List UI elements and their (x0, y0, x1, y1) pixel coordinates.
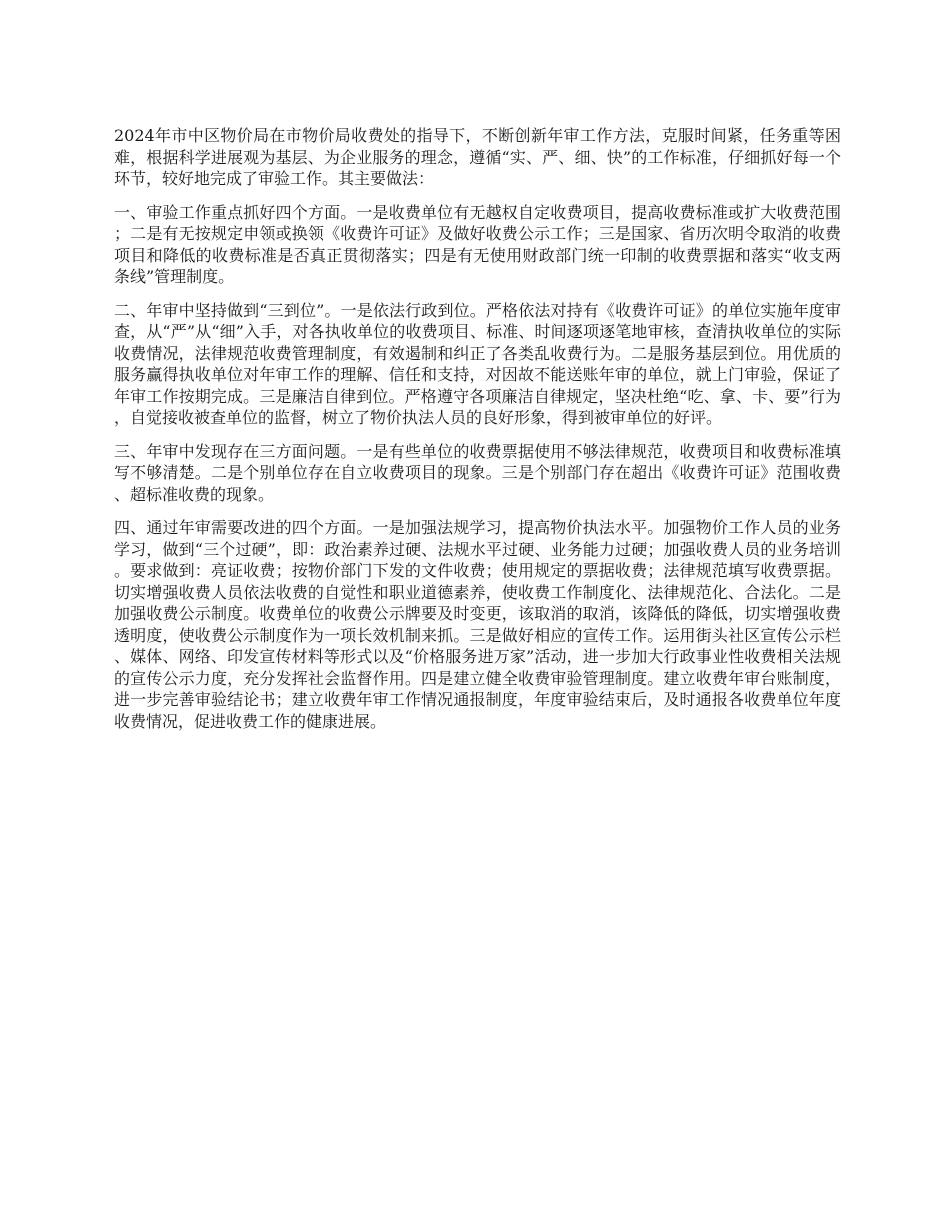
section-four-paragraph: 四、通过年审需要改进的四个方面。一是加强法规学习，提高物价执法水平。加强物价工作人员的业务学习，做到“三个过硬”，即：政治素养过硬、法规水平过硬、业务能力过硬；加强收费人员的业务培训。要求做到：亮证收费；按物价部门下发的文件收费；使用规定的票据收费；法律规范填写收费票据。切实增强收费人员依法收费的自觉性和职业道德素养，使收费工作制度化、法律规范化、合法化。二是加强收费公示制度。收费单位的收费公示牌要及时变更，该取消的取消，该降低的降低，切实增强收费透明度，使收费公示制度作为一项长效机制来抓。三是做好相应的宣传工作。运用街头社区宣传公示栏、媒体、网络、印发宣传材料等形式以及“价格服务进万家”活动，进一步加大行政事业性收费相关法规的宣传公示力度，充分发挥社会监督作用。四是建立健全收费审验管理制度。建立收费年审台账制度，进一步完善审验结论书；建立收费年审工作情况通报制度，年度审验结束后，及时通报各收费单位年度收费情况，促进收费工作的健康进展。 (114, 518, 841, 731)
intro-paragraph: 2024年市中区物价局在市物价局收费处的指导下，不断创新年审工作方法，克服时间紧，任务重等困难，根据科学进展观为基层、为企业服务的理念，遵循“实、严、细、快”的工作标准，仔细抓好每一个环节，较好地完成了审验工作。其主要做法： (114, 126, 841, 188)
section-one-paragraph: 一、审验工作重点抓好四个方面。一是收费单位有无越权自定收费项目，提高收费标准或扩大收费范围；二是有无按规定申领或换领《收费许可证》及做好收费公示工作；三是国家、省历次明令取消的收费项目和降低的收费标准是否真正贯彻落实；四是有无使用财政部门统一印制的收费票据和落实“收支两条线”管理制度。 (114, 202, 841, 286)
section-three-paragraph: 三、年审中发现存在三方面问题。一是有些单位的收费票据使用不够法律规范，收费项目和收费标准填写不够清楚。二是个别单位存在自立收费项目的现象。三是个别部门存在超出《收费许可证》范围收费、超标准收费的现象。 (114, 441, 841, 504)
section-two-paragraph: 二、年审中坚持做到“三到位”。一是依法行政到位。严格依法对持有《收费许可证》的单位实施年度审查，从“严”从“细”入手，对各执收单位的收费项目、标准、时间逐项逐笔地审核，查清执收单位的实际收费情况，法律规范收费管理制度，有效遏制和纠正了各类乱收费行为。二是服务基层到位。用优质的服务赢得执收单位对年审工作的理解、信任和支持，对因故不能送账年审的单位，就上门审验，保证了年审工作按期完成。三是廉洁自律到位。严格遵守各项廉洁自律规定，坚决杜绝“吃、拿、卡、要”行为，自觉接收被查单位的监督，树立了物价执法人员的良好形象，得到被审单位的好评。 (114, 300, 841, 427)
document-body (114, 125, 841, 744)
